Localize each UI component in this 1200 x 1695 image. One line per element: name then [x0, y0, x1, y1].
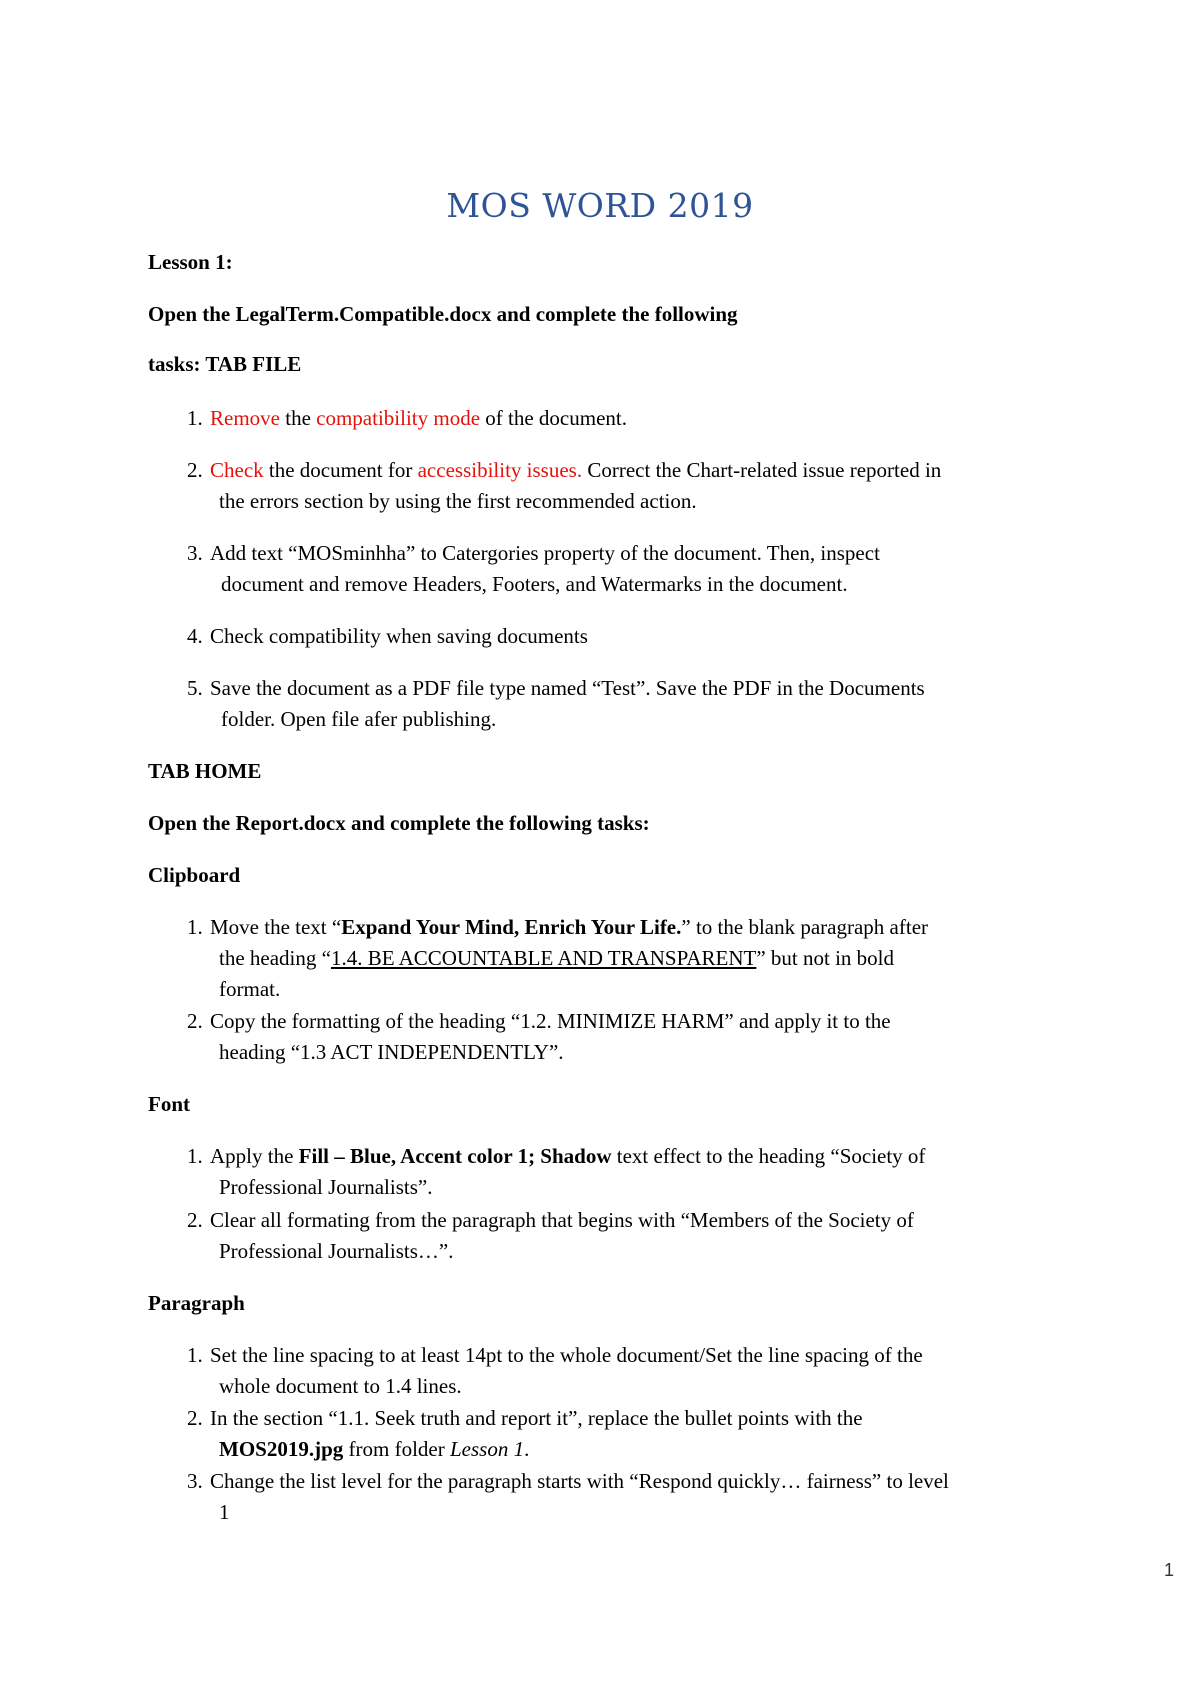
underlined-text: 1.4. BE ACCOUNTABLE AND TRANSPARENT	[330, 946, 757, 970]
text-run: of the document.	[480, 406, 627, 430]
intro-home: Open the Report.docx and complete the following tasks:	[148, 811, 650, 835]
section-heading-paragraph: Paragraph	[148, 1291, 245, 1315]
highlight-text: accessibility issues.	[417, 458, 583, 482]
highlight-text: compatibility mode	[316, 406, 481, 430]
intro-file-line2: tasks: TAB FILE	[148, 352, 302, 376]
list-item-text	[210, 1142, 925, 1170]
lesson-heading: Lesson 1:	[148, 250, 233, 274]
section-heading-clipboard: Clipboard	[148, 863, 241, 887]
bold-text: Expand Your Mind, Enrich Your Life.	[341, 915, 682, 939]
list-item-text: Set the line spacing to at least 14pt to the whole document/Set the line spacing of the	[210, 1343, 923, 1367]
list-item-text-cont: the errors section by using the first recommended action.	[219, 489, 697, 513]
list-number: 1.	[187, 915, 203, 939]
text-run: from folder	[343, 1437, 450, 1461]
list-number: 3.	[187, 1469, 203, 1493]
list-item-text-cont: 1	[219, 1500, 230, 1524]
list-number: 2.	[187, 1208, 203, 1232]
text-run: the document for	[263, 458, 418, 482]
text-run: Move the text “	[210, 915, 342, 939]
list-number: 5.	[187, 676, 203, 700]
section-heading-font: Font	[148, 1092, 190, 1116]
list-item-text: In the section “1.1. Seek truth and report it”, replace the bullet points with the	[210, 1406, 863, 1430]
text-run: text effect to the heading “Society of	[611, 1144, 926, 1168]
bold-text: MOS2019.jpg	[219, 1437, 344, 1461]
text-run: .	[524, 1437, 530, 1461]
list-item-text: Change the list level for the paragraph starts with “Respond quickly… fairness” to level	[210, 1469, 949, 1493]
text-run: the heading “	[219, 946, 331, 970]
list-item-text-cont: format.	[219, 977, 281, 1001]
list-item-text	[210, 404, 627, 432]
list-number: 2.	[187, 1009, 203, 1033]
bold-text: Fill – Blue, Accent color 1; Shadow	[298, 1144, 612, 1168]
highlight-text: Check	[210, 458, 264, 482]
highlight-text: Remove	[210, 406, 280, 430]
list-item-text: Copy the formatting of the heading “1.2. MINIMIZE HARM” and apply it to the	[210, 1009, 891, 1033]
list-item-text: Clear all formating from the paragraph that begins with “Members of the Society of	[210, 1208, 914, 1232]
document-title: MOS WORD 2019	[446, 186, 754, 225]
list-item-text-cont: folder. Open file afer publishing.	[221, 707, 497, 731]
list-item-text	[210, 913, 928, 941]
list-item-text: Check compatibility when saving documents	[210, 624, 588, 648]
text-run: ” to the blank paragraph after	[681, 915, 929, 939]
list-item-text-cont	[219, 944, 894, 972]
italic-text: Lesson 1	[449, 1437, 525, 1461]
list-item-text	[210, 456, 941, 484]
list-number: 4.	[187, 624, 203, 648]
list-item-text-cont	[219, 1435, 529, 1463]
list-number: 3.	[187, 541, 203, 565]
list-number: 2.	[187, 458, 203, 482]
text-run: Apply the	[210, 1144, 299, 1168]
list-item-text-cont: whole document to 1.4 lines.	[219, 1374, 462, 1398]
page-number: 1	[1164, 1560, 1175, 1580]
list-item-text-cont: heading “1.3 ACT INDEPENDENTLY”.	[219, 1040, 564, 1064]
tab-home-heading: TAB HOME	[148, 759, 262, 783]
list-item-text-cont: document and remove Headers, Footers, and Watermarks in the document.	[221, 572, 848, 596]
text-run: ” but not in bold	[756, 946, 894, 970]
list-number: 1.	[187, 406, 203, 430]
list-number: 1.	[187, 1144, 203, 1168]
list-number: 1.	[187, 1343, 203, 1367]
intro-file-line1: Open the LegalTerm.Compatible.docx and complete the following	[148, 302, 738, 326]
list-item-text-cont: Professional Journalists…”.	[219, 1239, 454, 1263]
list-item-text: Add text “MOSminhha” to Catergories property of the document. Then, inspect	[210, 541, 880, 565]
text-run: Correct the Chart-related issue reported in	[582, 458, 942, 482]
list-number: 2.	[187, 1406, 203, 1430]
text-run: the	[279, 406, 317, 430]
list-item-text: Save the document as a PDF file type named “Test”. Save the PDF in the Documents	[210, 676, 925, 700]
list-item-text-cont: Professional Journalists”.	[219, 1175, 433, 1199]
